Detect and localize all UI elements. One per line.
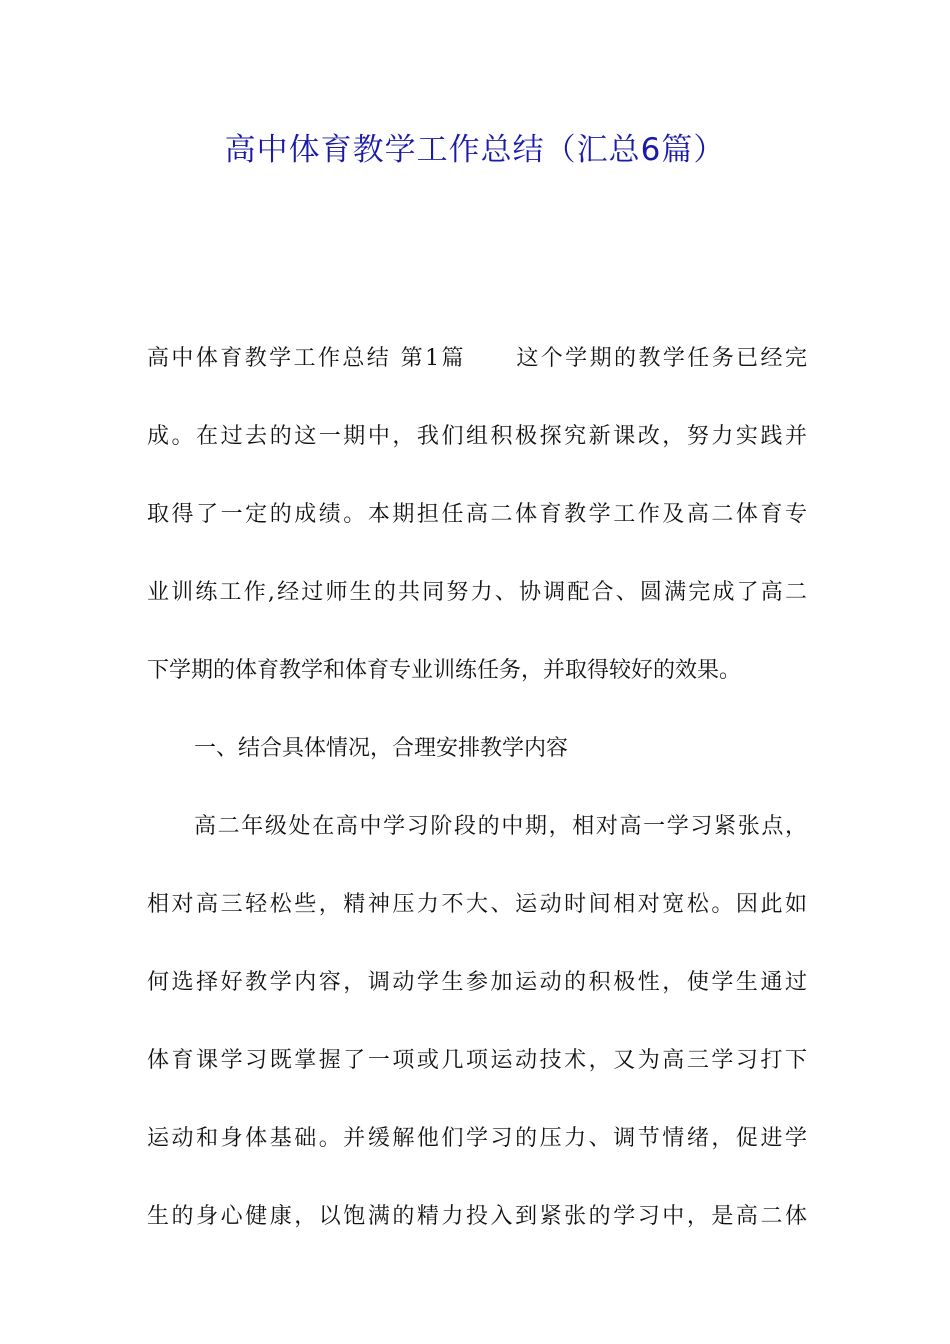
paragraph-line: 生的身心健康，以饱满的精力投入到紧张的学习中，是高二体	[147, 1204, 807, 1229]
section-subheading: 一、结合具体情况，合理安排教学内容	[194, 736, 569, 761]
paragraph-line: 相对高三轻松些，精神压力不大、运动时间相对宽松。因此如	[147, 892, 807, 917]
document-title: 高中体育教学工作总结（汇总6篇）	[224, 132, 726, 168]
paragraph-line: 业训练工作,经过师生的共同努力、协调配合、圆满完成了高二	[147, 580, 807, 605]
paragraph-line: 下学期的体育教学和体育专业训练任务，并取得较好的效果。	[147, 658, 742, 683]
paragraph-line: 运动和身体基础。并缓解他们学习的压力、调节情绪，促进学	[147, 1126, 807, 1151]
paragraph-line: 何选择好教学内容，调动学生参加运动的积极性，使学生通过	[147, 970, 807, 995]
paragraph-line: 体育课学习既掌握了一项或几项运动技术，又为高三学习打下	[147, 1048, 807, 1073]
paragraph-line: 取得了一定的成绩。本期担任高二体育教学工作及高二体育专	[147, 502, 807, 527]
section-heading: 高中体育教学工作总结 第1篇	[147, 346, 466, 371]
paragraph-line: 成。在过去的这一期中，我们组积极探究新课改，努力实践并	[147, 424, 807, 449]
paragraph-line: 高二年级处在高中学习阶段的中期，相对高一学习紧张点，	[194, 814, 807, 839]
paragraph-line	[147, 344, 807, 374]
paragraph-text: 这个学期的教学任务已经完	[513, 346, 807, 371]
